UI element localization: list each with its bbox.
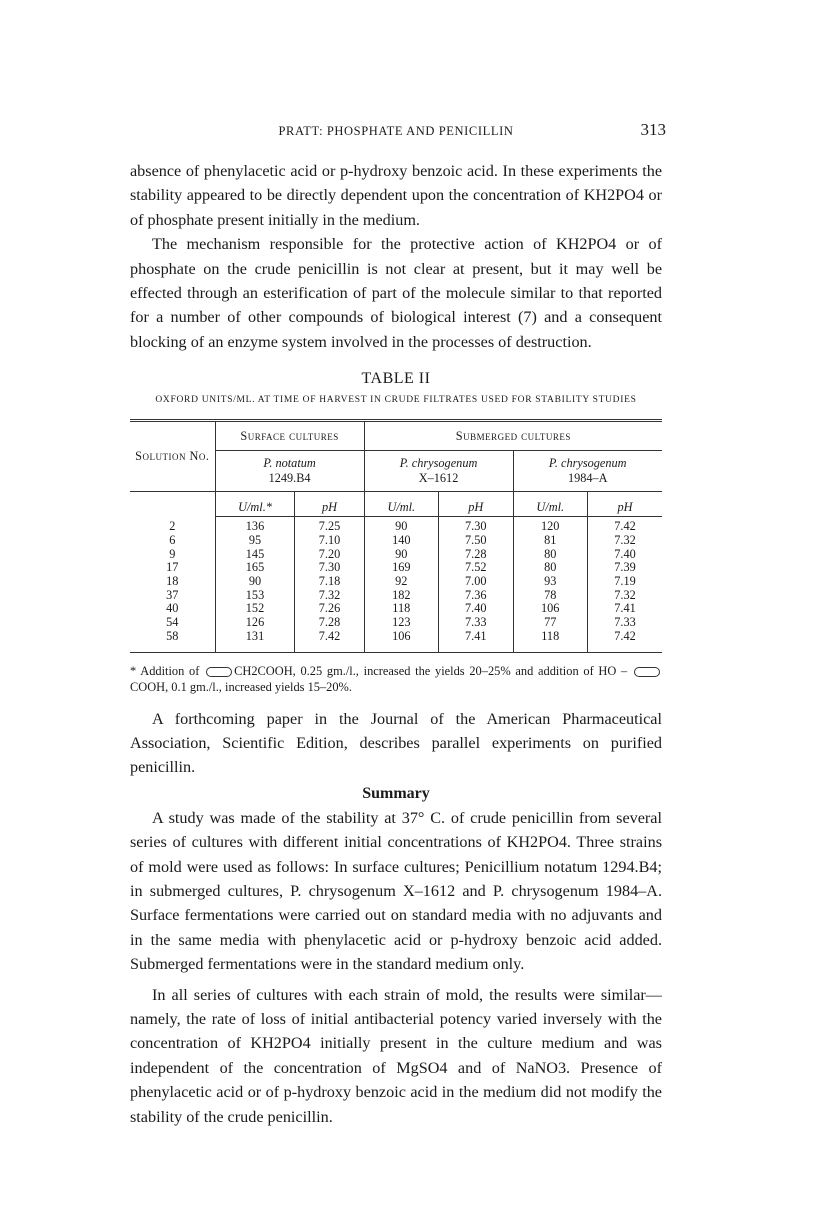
table-cell: 7.40	[439, 602, 513, 616]
unit-header: pH	[439, 498, 513, 517]
summary-paragraph-1: A study was made of the stability at 37° C. of crude penicillin from several series of cultures with different initial concentrations of KH2PO4. Three strains of mold were used as follows: In surface cultures; Penicillium notatum 1294.B4; in submerged cultures, P. chrysogenum X–1612 and P. chrysogenum 1984–A. Surface fermentations were carried out on standard media with no adjuvants and in the same media with phenylacetic acid or p-hydroxy benzoic acid added. Submerged fermentations were in the standard medium only.	[130, 808, 662, 974]
table-row	[130, 517, 662, 534]
table-row	[130, 548, 662, 562]
solution-number: 6	[169, 532, 176, 547]
strain-header	[364, 451, 513, 492]
table-row	[130, 534, 662, 548]
strain-name: P. notatum	[263, 456, 316, 471]
strain-name: P. chrysogenum	[548, 456, 627, 471]
footnote-part: COOH, 0.1 gm./l., increased yields 15–20%.	[130, 679, 352, 694]
table-cell: 90	[364, 517, 438, 534]
table-cell: 80	[513, 561, 587, 575]
table-cell: 78	[513, 589, 587, 603]
solution-number: 58	[166, 628, 179, 643]
table-cell: 7.20	[295, 548, 364, 562]
benzene-ring-icon	[634, 667, 660, 677]
data-table	[130, 419, 662, 653]
table-cell: 7.40	[587, 548, 662, 562]
table-cell: 169	[364, 561, 438, 575]
strain-header	[215, 451, 364, 492]
surface-cultures-header: Surface cultures	[215, 421, 364, 451]
table-cell: 7.39	[587, 561, 662, 575]
running-head-title: PRATT: PHOSPHATE AND PENICILLIN	[278, 124, 514, 138]
footnote-part: * Addition of	[130, 663, 200, 678]
table-cell: 7.33	[587, 616, 662, 630]
table-cell: 7.30	[439, 517, 513, 534]
unit-header: U/ml.	[513, 498, 587, 517]
solution-number: 18	[166, 574, 179, 589]
table-cell: 7.36	[439, 589, 513, 603]
strain-code: 1249.B4	[268, 471, 311, 486]
solution-number: 17	[166, 560, 179, 575]
page-number: 313	[640, 120, 666, 139]
unit-header: pH	[587, 498, 662, 517]
paragraph-1: absence of phenylacetic acid or p-hydroxy benzoic acid. In these experiments the stability appeared to be directly dependent upon the concentration of KH2PO4 or of phosphate present initially in the medium.	[130, 162, 662, 229]
table-cell: 7.33	[439, 616, 513, 630]
table-caption: OXFORD UNITS/ML. AT TIME OF HARVEST IN CRUDE FILTRATES USED FOR STABILITY STUDIES	[155, 395, 637, 406]
submerged-cultures-header: Submerged cultures	[364, 421, 662, 451]
unit-header: pH	[295, 498, 364, 517]
table-cell: 90	[215, 575, 295, 589]
table-cell: 7.32	[587, 589, 662, 603]
footnote-part: CH2COOH, 0.25 gm./l., increased the yields 20–25% and addition of HO –	[234, 663, 628, 678]
solution-number: 2	[169, 519, 176, 533]
table-cell: 126	[215, 616, 295, 630]
strain-code: 1984–A	[567, 471, 608, 486]
solution-number: 37	[166, 587, 179, 602]
strain-code: X–1612	[418, 471, 459, 486]
table-cell: 7.32	[295, 589, 364, 603]
table-cell: 7.00	[439, 575, 513, 589]
table-cell: 123	[364, 616, 438, 630]
solution-number: 54	[166, 615, 179, 630]
running-head	[130, 118, 666, 140]
table-cell: 7.30	[295, 561, 364, 575]
table-end-rule	[130, 652, 662, 654]
table-group-header	[130, 421, 662, 451]
table-cell: 7.42	[587, 630, 662, 644]
table-cell: 106	[364, 630, 438, 644]
table-cell: 7.28	[295, 616, 364, 630]
table-cell: 106	[513, 602, 587, 616]
table-cell: 120	[513, 517, 587, 534]
table-unit-header	[130, 498, 662, 517]
table-cell: 7.41	[587, 602, 662, 616]
table-cell: 90	[364, 548, 438, 562]
table-cell: 118	[513, 630, 587, 644]
table-cell: 7.52	[439, 561, 513, 575]
table-cell: 7.18	[295, 575, 364, 589]
unit-header: U/ml.*	[215, 498, 295, 517]
table-cell: 152	[215, 602, 295, 616]
unit-header: U/ml.	[364, 498, 438, 517]
table-cell: 165	[215, 561, 295, 575]
table-cell: 153	[215, 589, 295, 603]
table-cell: 7.19	[587, 575, 662, 589]
table-cell: 140	[364, 534, 438, 548]
table-row	[130, 575, 662, 589]
table-row	[130, 602, 662, 616]
table-cell: 136	[215, 517, 295, 534]
summary-heading: Summary	[362, 784, 430, 802]
table-cell: 7.42	[295, 630, 364, 644]
table-row	[130, 589, 662, 603]
paragraph-2: The mechanism responsible for the protective action of KH2PO4 or of phosphate on the crude penicillin is not clear at present, but it may well be effected through an esterification of part of the molecule similar to that reported for a number of other compounds of biological interest (7) and a consequent blocking of an enzyme system involved in the processes of destruction.	[130, 235, 662, 351]
table-cell: 7.25	[295, 517, 364, 534]
strain-name: P. chrysogenum	[399, 456, 478, 471]
summary-paragraph-2: In all series of cultures with each strain of mold, the results were similar—namely, the rate of loss of initial antibacterial potency varied inversely with the concentration of KH2PO4 initially present in the culture medium and was independent of the concentration of MgSO4 and of NaNO3. Presence of phenylacetic acid or of p-hydroxy benzoic acid in the medium did not modify the stability of the crude penicillin.	[130, 985, 662, 1126]
table-cell: 145	[215, 548, 295, 562]
table-cell: 93	[513, 575, 587, 589]
table-cell: 7.32	[587, 534, 662, 548]
table-row	[130, 616, 662, 630]
table-cell: 7.42	[587, 517, 662, 534]
table-cell: 7.26	[295, 602, 364, 616]
table-row	[130, 630, 662, 644]
table-row	[130, 561, 662, 575]
page	[130, 118, 666, 1129]
solution-header: Solution No.	[130, 421, 215, 492]
table-cell: 81	[513, 534, 587, 548]
table-footnote	[130, 663, 662, 695]
benzene-ring-icon	[206, 667, 232, 677]
table-cell: 182	[364, 589, 438, 603]
table-cell: 77	[513, 616, 587, 630]
table-spacer-row	[130, 644, 662, 653]
strain-header	[513, 451, 662, 492]
table-cell: 7.41	[439, 630, 513, 644]
table-body	[130, 517, 662, 644]
table-cell: 7.28	[439, 548, 513, 562]
paragraph-3: A forthcoming paper in the Journal of the American Pharmaceutical Association, Scientific Edition, describes parallel experiments on purified penicillin.	[130, 709, 662, 777]
solution-number: 9	[169, 546, 176, 561]
table-cell: 131	[215, 630, 295, 644]
table-cell: 118	[364, 602, 438, 616]
table-cell: 95	[215, 534, 295, 548]
table-cell: 92	[364, 575, 438, 589]
table-cell: 7.10	[295, 534, 364, 548]
table-cell: 7.50	[439, 534, 513, 548]
solution-number: 40	[166, 601, 179, 616]
table-cell: 80	[513, 548, 587, 562]
table-title: TABLE II	[361, 370, 431, 388]
